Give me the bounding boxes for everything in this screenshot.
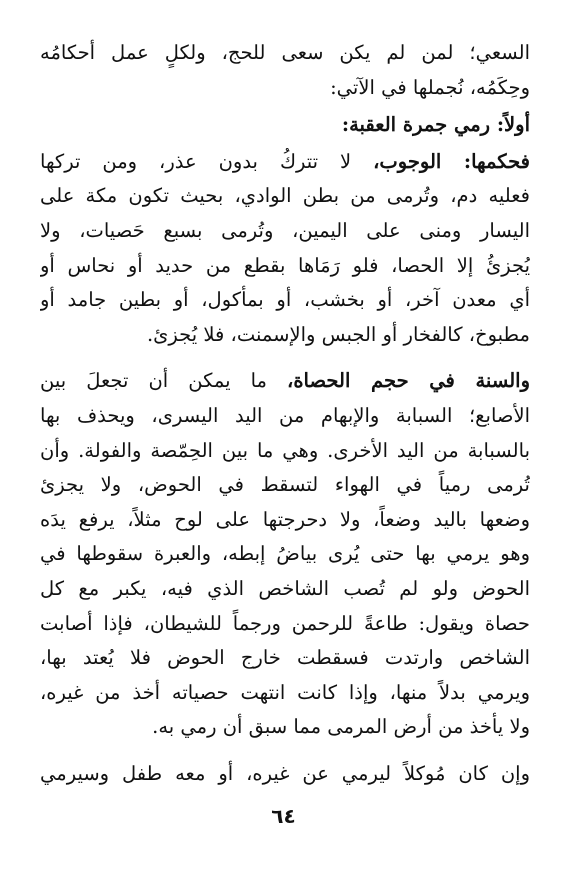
page-body: [40, 36, 530, 791]
text-run: ما يمكن أن تجعلَ بين: [40, 369, 288, 393]
text-line: فعليه دم، وتُرمى من بطن الوادي، بحيث تكون مكة على: [40, 184, 530, 208]
text-line: اليسار ومنى على اليمين، وتُرمى بسبع حَصيات، ولا: [40, 218, 530, 242]
section-heading: أولاً: رمي جمرة العقبة:: [341, 113, 530, 137]
text-line: السعي؛ لمن لم يكن سعى للحج، ولكلٍ عمل أحكامُه: [40, 41, 530, 64]
page-number: ٦٤: [271, 804, 296, 828]
text-line: الحوض ولو لم تُصب الشاخص الذي فيه، يكبر مع كل: [40, 576, 530, 600]
text-run: لا تتركُ بدون عذر، ومن تركها: [40, 149, 374, 173]
text-line: يُجزئُ إلا الحصا، فلو رَمَاها بقطع من حديد أو نحاس أو: [40, 253, 530, 277]
text-line: [40, 364, 530, 399]
text-line: الشاخص وارتدت فسقطت خارج الحوض فلا يُعتد بها،: [40, 646, 530, 670]
text-line: بالسبابة من اليد الأخرى. وهي ما بين الحِمّصة والفولة. وأن: [40, 438, 530, 462]
paragraph-lead: والسنة في حجم الحصاة،: [287, 369, 530, 393]
paragraph-lead: فحكمها: الوجوب،: [373, 149, 530, 173]
text-line: أي معدن آخر، أو بخشب، أو بمأكول، أو بطين جامد أو: [40, 288, 530, 312]
text-line: وضعها باليد وضعاً، ولا دحرجتها على لوح مثلاً، يرفع يدَه: [40, 507, 530, 531]
text-line: وحِكَمُه، نُجملها في الآتي:: [330, 75, 530, 99]
text-line: ولا يأخذ من أرض المرمى مما سبق أن رمي به.: [152, 715, 530, 739]
text-line: [40, 145, 530, 180]
text-line: حصاة ويقول: طاعةً للرحمن ورجماً للشيطان، فإذا أصابت: [40, 611, 530, 635]
text-line: وهو يرمي بها حتى يُرى بياضُ إبطه، والعبرة سقوطها في: [40, 542, 530, 566]
text-line: الأصابع؛ السبابة والإبهام من اليد اليسرى، ويحذف بها: [40, 403, 530, 427]
text-line: ويرمي بدلاً منها، وإذا كانت انتهت حصياته أخذ من غيره،: [40, 680, 530, 704]
text-line: تُرمى رمياً في الهواء لتسقط في الحوض، ولا يجزئ: [40, 473, 530, 497]
text-line: مطبوخ، كالفخار أو الجبس والإسمنت، فلا يُجزئ.: [146, 322, 530, 346]
text-line: وإن كان مُوكلاً ليرمي عن غيره، أو معه طفل وسيرمي: [40, 761, 530, 785]
